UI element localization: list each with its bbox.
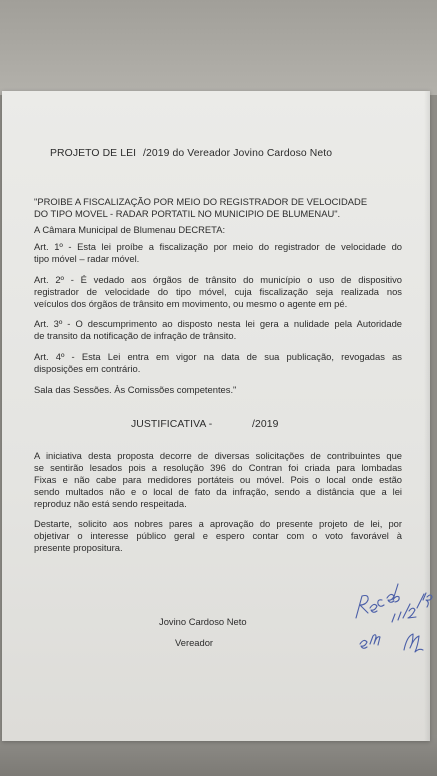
background-wall xyxy=(0,0,437,95)
bill-label: PROJETO DE LEI xyxy=(50,148,137,159)
justificativa-heading: JUSTIFICATIVA - xyxy=(131,419,213,430)
decreta-line: A Câmara Municipal de Blumenau DECRETA: xyxy=(34,224,226,235)
bill-number-author: /2019 do Vereador Jovino Cardoso Neto xyxy=(143,148,333,159)
paragraph-1-line-2: se sentirão lesados pois a resolução 396 do Contran foi criada para lombadas xyxy=(34,462,402,473)
article-2-line-1: Art. 2º - É vedado aos órgãos de trânsito do município o uso de dispositivo xyxy=(34,274,402,285)
handwritten-receipt-note xyxy=(352,578,437,658)
paragraph-1-line-4: sendo multados não e o local de fato da infração, sendo a distância que a lei xyxy=(34,486,402,497)
paragraph-2-line-2: objetivar o interesse público geral e espero contar com o voto favorável à xyxy=(34,530,402,541)
paragraph-1-line-1: A iniciativa desta proposta decorre de diversas solicitações de contribuintes que xyxy=(34,450,402,461)
signatory-role: Vereador xyxy=(175,637,214,648)
article-3-line-1: Art. 3º - O descumprimento ao disposto nesta lei gera a nulidade pela Autoridade xyxy=(34,318,402,329)
paragraph-2-line-1: Destarte, solicito aos nobres pares a aprovação do presente projeto de lei, por xyxy=(34,518,402,529)
handwritten-note-text: Receb em 11/2/19 xyxy=(352,578,361,579)
paragraph-1-line-3: Fixas e não cabe para medidores portáteis ou móvel. Pois o local onde estão xyxy=(34,474,402,485)
background-desk xyxy=(0,735,437,776)
paragraph-2-line-3: presente propositura. xyxy=(34,542,123,553)
article-1-line-1: Art. 1º - Esta lei proíbe a fiscalização por meio do registrador de velocidade do xyxy=(34,241,402,252)
sala-das-sessoes: Sala das Sessões. Às Comissões competentes." xyxy=(34,384,237,395)
ementa-line-1: "PROIBE A FISCALIZAÇÃO POR MEIO DO REGISTRADOR DE VELOCIDADE xyxy=(34,196,368,207)
justificativa-year: /2019 xyxy=(252,419,279,430)
article-2-line-3: veículos dos órgãos de trânsito em movimento, ou mesmo o agente em pé. xyxy=(34,298,348,309)
article-3-line-2: de transito da notificação de infração de trânsito. xyxy=(34,330,237,341)
article-1-line-2: tipo móvel – radar móvel. xyxy=(34,253,140,264)
ementa-line-2: DO TIPO MOVEL - RADAR PORTATIL NO MUNICIPIO DE BLUMENAU". xyxy=(34,208,341,219)
article-4-line-1: Art. 4º - Esta Lei entra em vigor na data de sua publicação, revogadas as xyxy=(34,351,402,362)
article-4-line-2: disposições em contrário. xyxy=(34,363,141,374)
signatory-name: Jovino Cardoso Neto xyxy=(159,616,247,627)
article-2-line-2: registrador de velocidade do tipo móvel, cuja fiscalização seja realizada nos xyxy=(34,286,402,297)
paragraph-1-line-5: reproduz não está sendo respeitada. xyxy=(34,498,187,509)
